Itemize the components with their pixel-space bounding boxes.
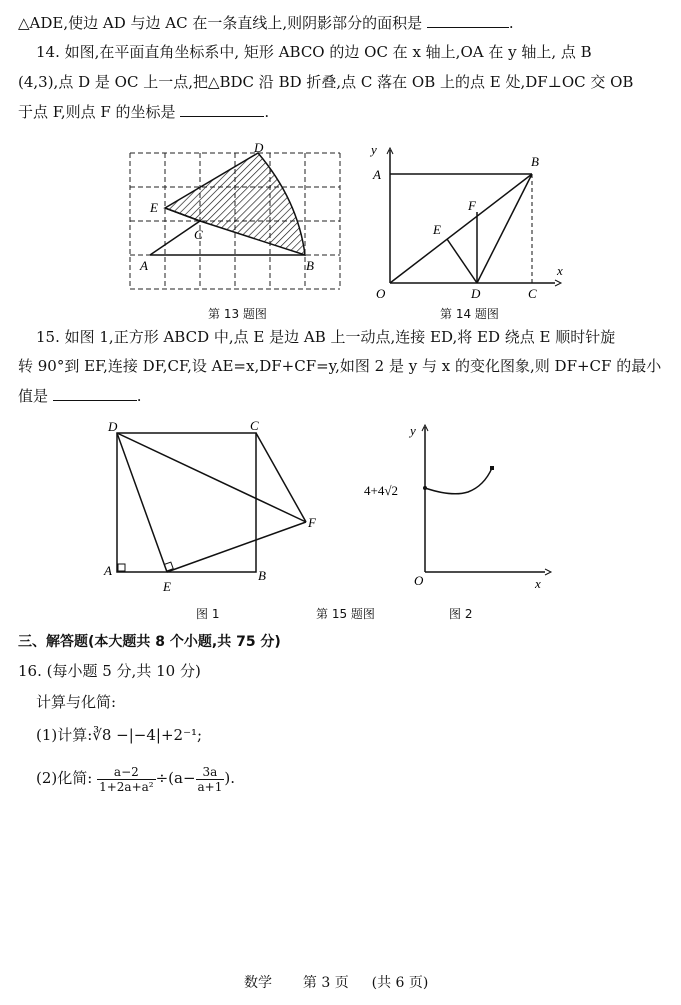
q15-line1: 15. 如图 1,正方形 ABCD 中,点 E 是边 AB 上一动点,连接 ED,将 ED 绕点 E 顺时针旋 (36, 328, 616, 346)
q16-part1: (1)计算:∛8 −|−4|+2⁻¹; (36, 726, 203, 744)
figure-13 (118, 140, 358, 310)
fraction-2: $\frac{3a}{a+1}$ (197, 764, 223, 794)
fig15-label-f: F (308, 515, 316, 530)
q13-tail: △ADE,使边 AD 与边 AC 在一条直线上,则阴影部分的面积是 . (18, 14, 514, 32)
footer-page: 第 3 页 (302, 975, 349, 991)
fig13-label-d: D (254, 140, 264, 155)
figure-14 (365, 138, 575, 308)
fig14-label-d: D (471, 286, 481, 301)
fig14-caption: 第 14 题图 (440, 307, 499, 321)
q16-sub: 计算与化简: (36, 693, 117, 711)
fig15-2-label-x: x (535, 576, 541, 591)
fig13-label-c: C (194, 227, 203, 242)
fig15-label-a: A (104, 563, 112, 578)
fig14-label-y: y (371, 142, 377, 157)
figure-15-2 (360, 415, 560, 595)
footer-subject: 数学 (244, 975, 272, 991)
answer-blank-13[interactable] (427, 12, 509, 28)
fig15-label-e: E (163, 579, 171, 594)
figure-15-1 (100, 415, 325, 600)
fig14-label-b: B (531, 154, 539, 169)
fig15-label-c: C (250, 418, 259, 433)
q15-line3: 值是 . (18, 387, 142, 405)
q15-line2: 转 90°到 EF,连接 DF,CF,设 AE=x,DF+CF=y,如图 2 是 y 与 x 的变化图象,则 DF+CF 的最小 (18, 357, 662, 375)
fig14-label-f: F (468, 198, 476, 213)
fig15-2-caption: 图 2 (449, 607, 473, 621)
fig14-label-a: A (373, 167, 381, 182)
fig14-label-c: C (528, 286, 537, 301)
q14-line1: 14. 如图,在平面直角坐标系中, 矩形 ABCO 的边 OC 在 x 轴上,OA 在 y 轴上, 点 B (36, 43, 592, 61)
fig13-caption: 第 13 题图 (208, 307, 267, 321)
section-3-title: 三、解答题(本大题共 8 个小题,共 75 分) (18, 634, 281, 650)
fig15-2-label-o: O (414, 573, 424, 588)
fig15-label-b: B (258, 568, 266, 583)
fraction-1: $\frac{a-2}{\text{1+2a+a²}}$ (99, 764, 154, 794)
q14-line2: (4,3),点 D 是 OC 上一点,把△BDC 沿 BD 折叠,点 C 落在 OB 上的点 E 处,DF⊥OC 交 OB (18, 73, 634, 91)
fig13-label-b: B (306, 258, 314, 273)
fig15-caption: 第 15 题图 (316, 607, 375, 621)
fig13-label-e: E (150, 200, 158, 215)
answer-blank-15[interactable] (53, 385, 137, 401)
q16-head: 16. (每小题 5 分,共 10 分) (18, 662, 201, 680)
fig14-label-e: E (433, 222, 441, 237)
fig13-label-a: A (140, 258, 148, 273)
fig15-2-y-value: 4+4√2 (364, 483, 398, 498)
fig14-label-x: x (557, 263, 563, 278)
q13-tail-text: △ADE,使边 AD 与边 AC 在一条直线上,则阴影部分的面积是 (18, 14, 423, 32)
q16-part2: (2)化简: $\frac{a-2}{\text{1+2a+a²}}$ ÷(a− $\frac{3a}{a+1}$ ). (36, 764, 235, 794)
fig14-label-o: O (376, 286, 386, 301)
footer-total: (共 6 页) (371, 975, 429, 991)
q16-part1-expr: ∛8 −|−4|+2⁻¹; (92, 726, 203, 744)
fig15-label-d: D (108, 419, 118, 434)
footer (244, 973, 428, 993)
fig15-2-label-y: y (410, 423, 416, 438)
q14-line3: 于点 F,则点 F 的坐标是 . (18, 103, 270, 121)
shaded-region (165, 153, 305, 255)
fig15-1-caption: 图 1 (196, 607, 220, 621)
answer-blank-14[interactable] (180, 101, 264, 117)
